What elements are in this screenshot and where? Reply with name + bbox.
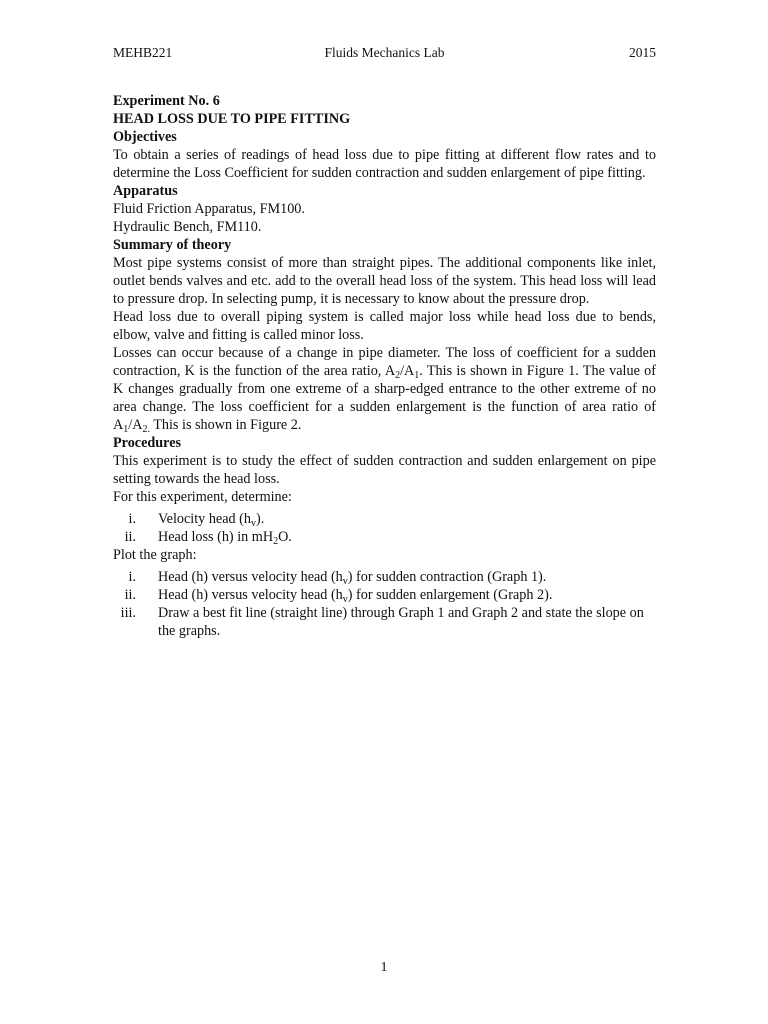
list-item: ii. Head loss (h) in $mH_2O$. (124, 529, 292, 547)
objectives-heading: Objectives (113, 129, 177, 145)
theory-paragraph: Losses can occur because of a change in pipe diameter. The loss of coefficient for a sudden contraction, K is the function of the area ratio, $A_2/A_1$. This is shown in Figure 1. The value of K changes gradually from one extreme of a sharp-edged entrance to the other extreme of no area change. The loss coefficient for a sudden enlargement is the function of area ratio of $A_1/A_{2.}$ This is shown in Figure 2. (113, 345, 656, 435)
theory-paragraph: Head loss due to overall piping system is called major loss while head loss due to bends, elbow, valve and fitting is called minor loss. (113, 309, 656, 343)
course-title: Fluids Mechanics Lab (324, 45, 445, 60)
list-item: i. Head (h) versus velocity head $(h_v)$ for sudden contraction (Graph 1). (128, 569, 547, 587)
list-item: i. Velocity head $(h_v)$. (128, 511, 265, 529)
document-body (113, 92, 656, 640)
list-item: ii. Head (h) versus velocity head $(h_v)$ for sudden enlargement (Graph 2). (124, 587, 553, 605)
theory-paragraph: Most pipe systems consist of more than straight pipes. The additional components like inlet, outlet bends valves and etc. add to the overall head loss of the system. This head loss will lead to pressure drop. In selecting pump, it is necessary to know about the pressure drop. (113, 255, 656, 307)
objectives-text: To obtain a series of readings of head loss due to pipe fitting at different flow rates and to determine the Loss Coefficient for sudden contraction and sudden enlargement of pipe fitting. (113, 147, 656, 181)
apparatus-item: Hydraulic Bench, FM110. (113, 219, 262, 235)
header-year: 2015 (629, 45, 656, 60)
determine-list (113, 510, 656, 546)
experiment-number: Experiment No. 6 (113, 93, 220, 109)
apparatus-item: Fluid Friction Apparatus, FM100. (113, 201, 305, 217)
theory-heading: Summary of theory (113, 237, 232, 253)
experiment-title: HEAD LOSS DUE TO PIPE FITTING (113, 111, 351, 127)
procedures-paragraph: This experiment is to study the effect of sudden contraction and sudden enlargement on pipe setting towards the head loss. (113, 453, 656, 487)
apparatus-heading: Apparatus (113, 183, 178, 199)
course-code: MEHB221 (113, 45, 173, 60)
page-number: 1 (380, 960, 388, 975)
list-item: iii. Draw a best fit line (straight line) through Graph 1 and Graph 2 and state the slope on the graphs. (120, 605, 644, 639)
plot-intro: Plot the graph: (113, 547, 197, 563)
procedures-heading: Procedures (113, 435, 182, 451)
page-header (113, 45, 656, 65)
determine-intro: For this experiment, determine: (113, 489, 292, 505)
plot-list (113, 568, 656, 640)
